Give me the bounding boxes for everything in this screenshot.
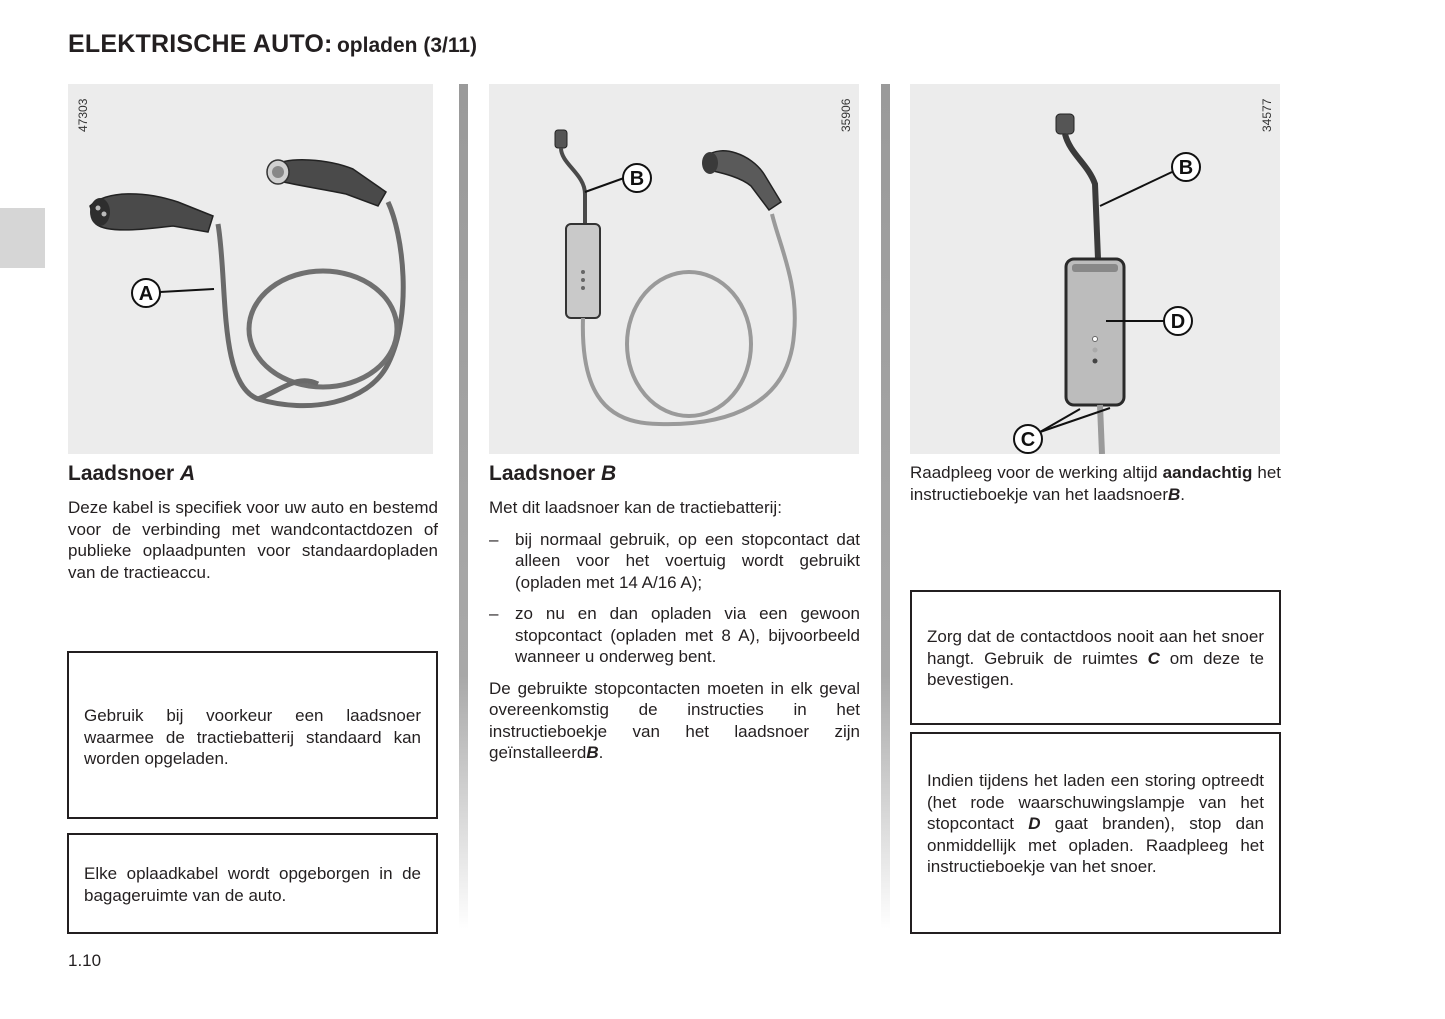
notice-box-charging-fault (910, 732, 1281, 934)
notice-text: Zorg dat de contactdoos nooit aan het snoer hangt. Gebruik de ruimtes C om deze te bevestigen. (927, 627, 1264, 689)
notice-text: Indien tijdens het laden een storing optreedt (het rode waarschuwingslampje van het stopcontact D gaat branden), stop dan onmiddellijk met opladen. Raadpleeg het instructieboekje van het snoer. (927, 771, 1264, 876)
section-heading-laadsnoer-b: Laadsnoer B (489, 462, 617, 485)
laadsnoer-b-intro: Met dit laadsnoer kan de tractiebatterij: (489, 498, 782, 517)
chapter-tab (0, 208, 45, 268)
callout-b: B (1178, 157, 1194, 179)
figure-charging-box-detail (910, 84, 1280, 454)
cable-b-box-illustration (910, 84, 1280, 454)
figure-code: 47303 (76, 98, 90, 132)
list-item: – bij normaal gebruik, op een stopcontact dat alleen voor het voertuig wordt gebruikt (opladen met 14 A/16 A); (489, 529, 860, 592)
figure-code: 34577 (1260, 98, 1274, 132)
page-number: 1.10 (68, 951, 102, 970)
notice-box-preferred-cable (67, 651, 438, 819)
page-title-main: ELEKTRISCHE AUTO: (68, 30, 333, 58)
figure-code: 35906 (839, 98, 853, 132)
column-divider-2 (881, 84, 890, 929)
callout-b: B (629, 168, 645, 190)
cable-a-illustration (68, 84, 433, 454)
notice-text: Gebruik bij voorkeur een laadsnoer waarmee de tractiebatterij standaard kan worden opgeladen. (84, 706, 421, 768)
page-title (68, 30, 477, 59)
laadsnoer-b-content (489, 497, 860, 764)
notice-box-cable-storage (67, 833, 438, 934)
usage-list (489, 529, 860, 668)
laadsnoer-a-description: Deze kabel is specifiek voor uw auto en bestemd voor de verbinding met wandcontactdozen of publieke oplaadpunten voor standaardopladen van de tractieaccu. (68, 498, 438, 582)
callout-c: C (1020, 429, 1036, 451)
list-item: – zo nu en dan opladen via een gewoon stopcontact (opladen met 8 A), bijvoorbeeld wanneer u onderweg bent. (489, 604, 860, 666)
callout-a: A (138, 283, 154, 305)
laadsnoer-b-outro: De gebruikte stopcontacten moeten in elk geval overeenkomstig de instructies in het instructieboekje van het laadsnoer zijn geïnstalleerdB. (489, 678, 860, 762)
notice-box-socket-mounting (910, 590, 1281, 725)
column-divider-1 (459, 84, 468, 929)
figure-charging-cable-b (489, 84, 859, 454)
figure-charging-cable-a (68, 84, 433, 454)
cable-b-instruction-note: Raadpleeg voor de werking altijd aandachtig het instructieboekje van het laadsnoerB. (910, 463, 1281, 504)
section-heading-laadsnoer-a: Laadsnoer A (68, 462, 196, 485)
page-title-sub: opladen (3/11) (336, 34, 478, 57)
notice-text: Elke oplaadkabel wordt opgeborgen in de bagageruimte van de auto. (84, 864, 421, 905)
cable-b-illustration (489, 84, 859, 454)
callout-d: D (1170, 311, 1186, 333)
